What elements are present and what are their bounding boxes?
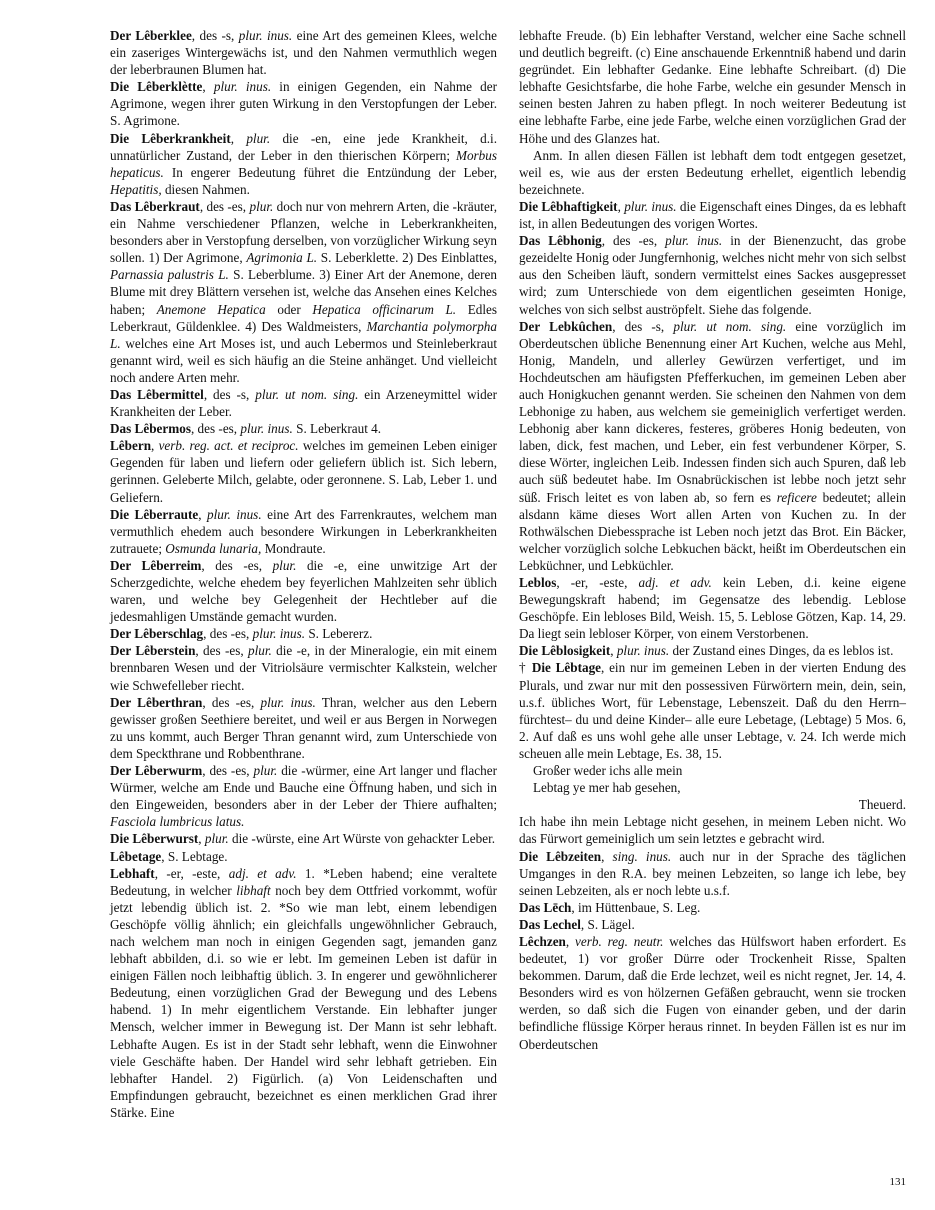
entry-text: ein Arzeneymittel wider Krankheiten der Leber. xyxy=(110,386,497,420)
dictionary-entry xyxy=(110,506,497,557)
grammar-note: verb. reg. act. et reciproc. xyxy=(158,438,299,454)
grammar-note: Fasciola lumbricus latus. xyxy=(110,814,245,830)
left-column xyxy=(110,27,497,1121)
entry-text: welches eine Art Moses ist, und auch Lebermos und Steinleberkraut genannt wird, weil es sich häufig an die Steine anhänget. Und vielleicht noch andere Arten mehr. xyxy=(110,335,497,385)
entry-text: In engerer Bedeutung führet die Entzündung der Leber, xyxy=(163,164,497,180)
entry-text: in einigen Gegenden, ein Nahme der Agrimone, wegen ihrer guten Wirkung in den Verstopfungen der Leber. S. Agrimone. xyxy=(110,79,498,129)
dictionary-entry xyxy=(519,232,906,317)
entry-text: , xyxy=(601,848,613,864)
dictionary-entry xyxy=(110,762,497,830)
grammar-note: Hepatica officinarum L. xyxy=(312,301,457,317)
dictionary-entry xyxy=(110,557,497,625)
right-column-text xyxy=(519,27,906,762)
grammar-note: plur. xyxy=(246,130,271,146)
entry-text: in der Bienenzucht, das grobe gezeidelte Honig oder Jungfernhonig, welches nicht mehr von sich selbst aus den Scheiben läuft, sondern vermittelst eines Sackes ausgepresset wird; zum Unterschiede von dem eigentlichen geseimten Honige, welches von sich selbst auströpfelt. Siehe das folgende. xyxy=(519,233,906,317)
headword: Das Lêberkraut xyxy=(110,198,200,214)
grammar-note: Parnassia palustris L. xyxy=(110,267,229,283)
grammar-note: Marchantia polymorpha L. xyxy=(110,318,497,351)
entry-text: S. Lebererz. xyxy=(305,626,373,642)
grammar-note: Osmunda lunaria, xyxy=(165,540,262,556)
entry-text: , -er, -este, xyxy=(556,575,639,590)
entry-text: , des -es, xyxy=(601,233,666,249)
headword: Die Lêberkrankheit xyxy=(110,130,231,146)
verse-author: Theuerd. xyxy=(858,797,906,813)
entry-text: bedeutet; allein alsdann käme dieses Wort allen Arten von Kuchen zu. In der Rothwälschen Diebessprache ist Leben noch jetzt das Brot. Ein Bäcker, welcher vorzüglich solche Lebkuchen bäckt, heißt im Oberdeutschen ein Lebküchner, und Lebküchler. xyxy=(519,489,906,573)
entry-text: die -würste, eine Art Würste von gehackter Leber. xyxy=(228,831,496,847)
dictionary-entry xyxy=(110,865,497,1121)
dictionary-entry xyxy=(519,659,906,762)
headword: Lebhaft xyxy=(110,865,155,881)
grammar-note: Hepatitis, xyxy=(110,181,162,197)
headword: Der Lêberstein xyxy=(110,643,196,659)
grammar-note: plur. xyxy=(253,763,278,779)
grammar-note: plur. ut nom. sing. xyxy=(255,386,359,402)
headword: Das Lēch xyxy=(519,899,572,915)
entry-text: , des -s, xyxy=(203,386,256,402)
headword: Lêbetage xyxy=(110,848,162,864)
grammar-note: Agrimonia L. xyxy=(246,250,318,266)
entry-text: die -e, eine unwitzige Art der Scherzgedichte, welche ehedem bey feyerlichen Mahlzeiten sehr üblich waren, und welche bey Gelegenheit der Hechtleber auf die jedesmahligen Umstände gemacht wurden. xyxy=(110,557,497,625)
page-number: 131 xyxy=(889,1176,906,1188)
headword: Die Lêberklètte xyxy=(110,79,203,95)
entry-text: welches im gemeinen Leben einiger Gegenden für laben und liefern oder geliefern üblich ist. Sich lebern, gerinnen. Geleberte Milch, gelabte, oder geronnene. S. Lab, Leber 1. und Geliefern. xyxy=(110,438,497,505)
dictionary-entry xyxy=(519,574,906,642)
entry-text: lebhafte Freude. (b) Ein lebhafter Verstand, welcher eine Sache schnell und deutlich begreift. (c) Eine anschauende Erkenntniß habend und darin gegründet. Ein lebhafter Gedanke. Eine lebhafte Schreibart. (d) Die lebhafte Gesichtsfarbe, die hohe Farbe, welche ein gesunder Mensch in seinen besten Jahren zu haben pflegt. In noch weiterer Bedeutung ist eine lebhafte Farbe, eine jede Farbe, welche einen vorzüglichen Grad der Höhe und des Glanzes hat. xyxy=(519,28,906,146)
entry-text: , des -es, xyxy=(190,421,241,437)
right-column xyxy=(519,27,906,1053)
dictionary-entry xyxy=(110,642,497,693)
entry-text: , des -es, xyxy=(203,626,253,642)
entry-text: , xyxy=(198,506,208,522)
dictionary-entry xyxy=(110,694,497,762)
grammar-note: libhaft xyxy=(236,882,271,898)
entry-text: , S. Lägel. xyxy=(580,916,635,932)
grammar-note: Morbus hepaticus. xyxy=(110,147,497,180)
dictionary-entry xyxy=(110,78,497,129)
grammar-note: sing. inus. xyxy=(612,848,672,864)
entry-text: noch bey dem Ottfried vorkommt, wofür jetzt lebendig üblich ist. 2. *So wie man lebt, einem lebendigen Geschöpfe völlig ähnlich; ein gleichfalls ungewöhnlicher Gebrauch, nach welchem man noch in einigen Gegenden sagt, jemanden ganz lebhaft abbilden, d.i. so wie er lebt. Im gemeinen Leben ist dafür in einigen Fällen noch leibhaftig üblich. 3. In engerer und gewöhnlicherer Bedeutung, einen vorzüglichen Grad der Bewegung und des Lebens habend. 1) In mehr eigentlichem Verstande. Ein lebhafter junger Mensch, welcher immer in Bewegung ist. Der Mann ist sehr lebhaft. Lebhafte Augen. Es ist in der Stadt sehr lebhaft, wenn die Einwohner viele Geschäfte haben. Der Handel wird sehr lebhaft getrieben. Ein lebhafter Handel. 2) Figürlich. (a) Von Leidenschaften und Empfindungen gebraucht, bezeichnet es einen merklichen Grad ihrer Stärke. Eine xyxy=(110,882,497,1120)
entry-text: auch nur in der Sprache des täglichen Umganges in den R.A. bey meinen Lebzeiten, so lange ich lebe, bey seinen Lebzeiten, als er noch lebte u.s.f. xyxy=(519,848,906,898)
dictionary-entry xyxy=(110,848,497,865)
dictionary-entry xyxy=(519,899,906,916)
headword: Die Lêblosigkeit xyxy=(519,643,611,659)
entry-text: , xyxy=(230,130,247,146)
headword: Leblos xyxy=(519,575,557,590)
entry-text: eine Art des Farrenkrautes, welchem man vermuthlich ehedem auch besondere Wirkungen in Leberkrankheiten zutrauete; xyxy=(110,506,498,556)
entry-text: diesen Nahmen. xyxy=(161,181,250,197)
headword: Die Lêberraute xyxy=(110,506,199,522)
headword: Die Lêbzeiten xyxy=(519,848,602,864)
entry-text: , xyxy=(565,933,576,949)
grammar-note: plur. inus. xyxy=(252,626,306,642)
dictionary-entry xyxy=(519,642,906,659)
entry-text: , des -s, xyxy=(191,28,239,43)
entry-text: Edles Leberkraut, Güldenklee. 4) Des Waldmeisters, xyxy=(110,301,497,334)
entry-text: Ich habe ihn mein Lebtage nicht gesehen, in meinem Leben nicht. Wo das Fürwort gemeiniglich um sein letztes e gebracht wird. xyxy=(519,814,906,847)
right-column-text-continued xyxy=(519,813,906,1052)
dictionary-entry xyxy=(519,198,906,232)
grammar-note: plur. xyxy=(249,198,274,214)
headword: Der Lêberwurm xyxy=(110,763,203,779)
headword: Das Lêbhonig xyxy=(519,233,602,249)
entry-text: , xyxy=(198,831,205,847)
grammar-note: plur. inus. xyxy=(207,506,262,522)
entry-text: welches das Hülfswort haben erfordert. Es bedeutet, 1) vor großer Dürre oder Trockenheit Risse, Spalten bekommen. Darum, daß die Erde lechzet, weil es nicht regnet, Jer. 14, 4. Besonders wird es von hölzernen Gefäßen gebraucht, wenn sie trocken werden, so daß sich die Fugen von einander geben, und der darin befindliche flüssige Körper heraus rinnet. In beyden Fällen ist es nur im Oberdeutschen xyxy=(519,933,906,1052)
headword: Der Lêberthran xyxy=(110,694,203,710)
headword: Lêbern xyxy=(110,438,152,454)
entry-text: Anm. In allen diesen Fällen ist lebhaft dem todt entgegen gesetzet, weil es, wie aus der ersten Bedeutung erhellet, eigentlich lebendig bezeichnete. xyxy=(519,147,906,197)
headword: Das Lêbermittel xyxy=(110,386,204,402)
entry-text: , xyxy=(151,438,159,454)
grammar-note: adj. et adv. xyxy=(228,865,297,881)
dictionary-entry xyxy=(110,420,497,437)
entry-text: 1. *Leben habend; eine veraltete Bedeutung, in welcher xyxy=(110,865,497,898)
entry-text: oder xyxy=(265,301,313,317)
entry-text: doch nur von mehrern Arten, die -kräuter, ein Nahme verschiedener Pflanzen, welche in Leberkrankheiten, besonders aber in Verstopfung derselben, von vorzüglicher Wirkung seyn sollen. 1) Der Agrimone, xyxy=(110,198,497,266)
verse-line: Großer weder ichs alle mein xyxy=(533,763,683,779)
headword: Lêchzen xyxy=(519,933,566,949)
headword: Der Lebkûchen xyxy=(519,318,613,334)
entry-text: S. Leberblume. 3) Einer Art der Anemone, deren Blume mit drey Blättern versehen ist, welche das Ansehen eines Kelches haben; xyxy=(110,267,497,317)
grammar-note: plur. inus. xyxy=(213,79,272,95)
dictionary-entry xyxy=(110,625,497,642)
headword: Das Lêbermos xyxy=(110,421,191,437)
entry-text: , des -es, xyxy=(195,643,248,659)
dictionary-entry xyxy=(110,437,497,505)
headword: Die Lêbhaftigkeit xyxy=(519,198,618,214)
entry-text: eine Art des gemeinen Klees, welche ein zaseriges Wintergewächs ist, und den Nahmen vermuthlich wegen der leberbraunen Blumen hat. xyxy=(110,28,497,78)
grammar-note: Anemone Hepatica xyxy=(156,301,266,317)
dictionary-entry xyxy=(519,916,906,933)
entry-text: die -en, eine jede Krankheit, d.i. unnatürlicher Zustand, der Leber in den thierischen Körpern; xyxy=(110,130,497,163)
entry-text: † xyxy=(519,660,532,676)
grammar-note: plur. xyxy=(272,557,297,573)
dictionary-entry xyxy=(110,198,497,386)
entry-text: , des -es, xyxy=(199,198,250,214)
entry-text: , des -es, xyxy=(201,557,273,573)
dictionary-entry xyxy=(519,147,906,198)
dictionary-entry xyxy=(519,933,906,1053)
headword: Der Lêberreim xyxy=(110,557,202,573)
grammar-note: plur. inus. xyxy=(665,233,723,249)
entry-text: Thran, welcher aus den Lebern gewisser großen Seethiere bereitet, und weil er aus Bergen in Norwegen zu uns kommt, auch Berger Thran genannt wird, zum Unterschiede von dem Speckthrane und Robbenthrane. xyxy=(110,694,497,761)
entry-text: S. Leberkraut 4. xyxy=(292,421,382,437)
headword: Die Lêbtage xyxy=(531,660,602,676)
dictionary-entry xyxy=(519,27,906,147)
dictionary-entry xyxy=(519,318,906,574)
grammar-note: plur. inus. xyxy=(238,28,293,43)
entry-text: , des -es, xyxy=(202,694,261,710)
entry-text: , -er, -este, xyxy=(154,865,229,881)
entry-text: die -e, in der Mineralogie, ein mit einem brennbaren Wesen und der Vitriolsäure vermischter Kalkstein, welcher wie Schwefelleber riecht. xyxy=(110,643,497,693)
entry-text: , xyxy=(617,198,625,214)
entry-text: , des -es, xyxy=(202,763,254,779)
headword: Die Lêberwurst xyxy=(110,831,199,847)
entry-text: kein Leben, d.i. keine eigene Bewegungskraft habend; im Gegensatze des lebendig. Leblose Geschöpfe. Ein lebloses Bild, Weish. 15, 5. Leblose Götzen, Kap. 14, 29. Da liegt sein lebloser Körper, von einem Verstorbenen. xyxy=(519,575,906,642)
dictionary-entry xyxy=(110,130,497,198)
dictionary-entry xyxy=(519,813,906,847)
headword: Der Lêberschlag xyxy=(110,626,204,642)
grammar-note: reficere xyxy=(776,489,817,505)
grammar-note: plur. inus. xyxy=(260,694,316,710)
verse-line: Lebtag ye mer hab gesehen, xyxy=(533,780,681,796)
entry-text: , im Hüttenbaue, S. Leg. xyxy=(571,899,701,915)
grammar-note: plur. inus. xyxy=(616,643,670,659)
entry-text: Mondraute. xyxy=(261,540,326,556)
grammar-note: adj. et adv. xyxy=(638,575,712,590)
dictionary-entry xyxy=(110,830,497,847)
entry-text: S. Leberklette. 2) Des Einblattes, xyxy=(317,250,498,266)
entry-text: , S. Lebtage. xyxy=(161,848,228,864)
entry-text: eine vorzüglich im Oberdeutschen übliche Benennung einer Art Kuchen, welche aus Mehl, Honig, Mandeln, und allerley Gewürzen verfertiget, und im Hochdeutschen am häufigsten Pfefferkuchen, im gemeinen Leben aber auch Honigkuchen genannt werden. Sie scheinen den Nahmen von dem Lebhonige zu haben, aus welchem sie gemeiniglich verfertiget werden. Lebhonig aber kann dickeres, festeres, gröberes Honig bedeuten, von laben, dick, fest machen, und Leber, ein fest verbundener Körper, S. diese Wörter, ingleichen Leib. Indessen finden sich auch Spuren, daß leb auch süß bedeutet habe. Im Osnabrückischen ist lebbe noch jetzt sehr süß. Frisch leitet es von laben ab, so fern es xyxy=(519,318,906,505)
left-column-text xyxy=(110,27,497,830)
dictionary-entry xyxy=(110,386,497,420)
grammar-note: verb. reg. neutr. xyxy=(575,933,664,949)
entry-text: der Zustand eines Dinges, da es leblos ist. xyxy=(669,643,894,659)
grammar-note: plur. xyxy=(248,643,272,659)
grammar-note: plur. ut nom. sing. xyxy=(673,318,787,334)
grammar-note: plur. xyxy=(204,831,229,847)
headword: Der Lêberklee xyxy=(110,28,192,43)
entry-text: , ein nur im gemeinen Leben in der vierten Endung des Plurals, und zwar nur mit den possessiven Fürwörtern mein, dein, sein, u.s.f. übliches Wort, für Lebenstage, Lebenszeit. Daß du den Herrn– fürchtest– du und deine Kinder– alle eure Lebetage, (Lebtage) 5 Mos. 6, 2. Auf daß es uns wohl gehe alle unser Lebtage, v. 24. Ich werde mich scheuen alle mein Lebtage, Es. 38, 15. xyxy=(519,660,907,761)
dictionary-entry xyxy=(519,848,906,899)
entry-text: , des -s, xyxy=(612,318,674,334)
headword: Das Lechel xyxy=(519,916,581,932)
dictionary-entry xyxy=(110,27,497,78)
entry-text: , xyxy=(202,79,214,95)
left-column-text-continued xyxy=(110,830,497,1121)
grammar-note: plur. inus. xyxy=(240,421,293,437)
entry-text: die Eigenschaft eines Dinges, da es lebhaft ist, in allen Bedeutungen des vorigen Wortes. xyxy=(519,198,906,232)
entry-text: , xyxy=(610,643,617,659)
entry-text: die -würmer, eine Art langer und flacher Würmer, welche am Ende und Bauche eine Öffnung haben, und sich in den Eingeweiden, besonders aber in der Leber der Thiere aufhalten; xyxy=(110,763,497,813)
grammar-note: plur. inus. xyxy=(624,198,677,214)
